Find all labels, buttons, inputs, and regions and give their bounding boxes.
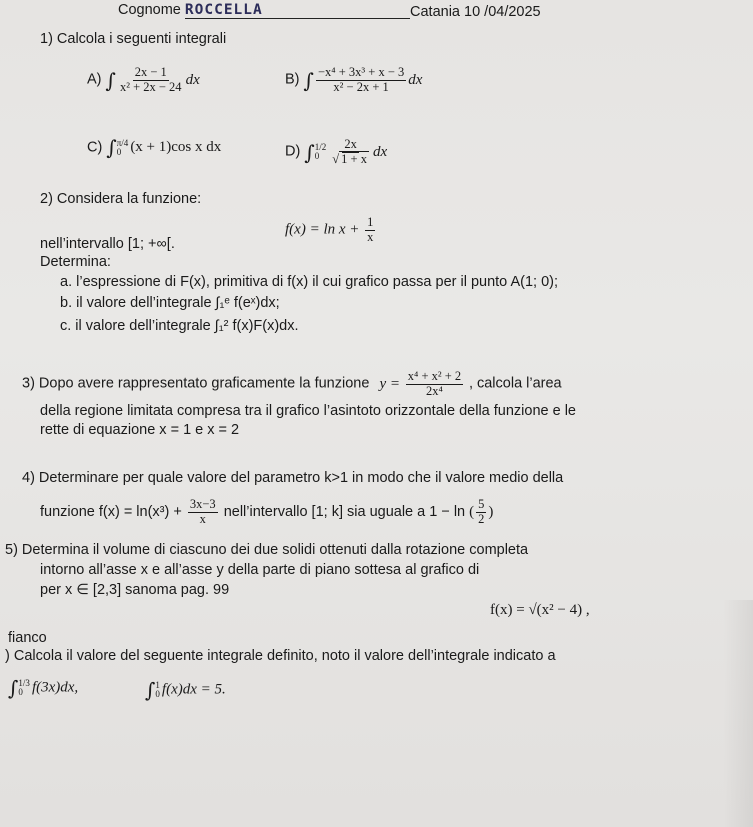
fraction-denominator: 1 + x [341,151,367,166]
exercise2-c: c. il valore dell’integrale ∫₁² f(x)F(x)dx. [60,318,299,334]
exercise4-line1: 4) Determinare per quale valore del parametro k>1 in modo che il valore medio della [22,470,564,486]
fraction-numerator: −x⁴ + 3x³ + x − 3 [317,65,405,79]
exercise2-determine: Determina: [40,254,111,270]
exercise5-line3: per x ∈ [2,3] sanoma pag. 99 [40,582,230,598]
exercise5-line1: 5) Determina il volume di ciascuno dei due solidi ottenuti dalla rotazione completa [5,542,529,558]
exercise2-interval: nell’intervallo [1; +∞[. [40,236,175,252]
differential: dx [372,143,388,160]
exercise4-line2: funzione f(x) = ln(x³) + $\frac{3x-3}{x}$ nell’intervallo [1; k] sia uguale a 1 − ln ( $\frac{5}{2}$ ) [40,497,494,526]
fraction-denominator: 2 [478,511,485,526]
fraction-numerator: 2x − 1 [134,65,167,79]
integrand: f(x)dx = 5. [161,681,226,698]
integrand: f(3x)dx, [31,679,79,696]
integral-sign: ∫ [304,140,315,165]
fraction-denominator: x [199,511,206,526]
header-surname [118,2,410,19]
exercise2-function [285,216,377,245]
upper-limit: 1/3 [18,678,30,688]
integral-sign: ∫ [105,68,116,93]
exercise3-line1 [22,370,562,399]
function-lhs: f(x) = ln x + [285,221,360,238]
integral-sign: ∫ [145,678,156,702]
exercise5-fianco: fianco [8,630,47,646]
exercise6-integral2 [145,678,226,702]
text: nell’intervallo [1; k] sia uguale a 1 − ln [223,504,466,521]
paper-edge-shadow [723,600,753,827]
item-label: A) [87,71,102,88]
text: funzione f(x) = ln(x³) + [40,504,182,521]
exercise1-title: 1) Calcola i seguenti integrali [40,31,227,47]
fraction-numerator: x⁴ + x² + 2 [407,369,462,383]
exercise6-integral1 [8,676,78,700]
exercise1-d: D) ∫ 1/2 0 $\frac{2x}{√ 1 + x}$ dx [285,137,388,166]
exercise1-c [87,136,221,160]
lower-limit: 0 [18,687,23,697]
lower-limit: 0 [314,151,320,162]
exercise3-line2: della regione limitata compresa tra il grafico l’asintoto orizzontale della funzione e le [40,403,576,419]
exercise5-function: f(x) = √(x² − 4) , [490,602,590,618]
surname-value: ROCCELLA [184,2,263,18]
lower-limit: 0 [116,147,122,157]
city-date: Catania 10 /04/2025 [410,4,541,20]
fraction-numerator: 2x [344,137,357,151]
fraction-numerator: 3x−3 [189,497,216,511]
lower-limit: 0 [155,689,160,699]
exercise2-a: a. l’espressione di F(x), primitiva di f(x) il cui grafico passa per il punto A(1; 0); [60,274,559,290]
fraction-denominator: x [367,229,374,244]
integral-sign: ∫ [303,68,314,93]
exercise2-b: b. il valore dell’integrale ∫₁ᵉ f(eˣ)dx; [60,295,280,311]
differential: dx [185,71,200,88]
fraction-denominator: x² + 2x − 24 [119,79,182,94]
integrand: (x + 1)cos x dx [130,139,222,156]
upper-limit: π/4 [116,138,129,148]
exercise2-title: 2) Considera la funzione: [40,191,202,207]
upper-limit: 1 [155,680,160,690]
differential: dx [408,71,423,88]
fraction-numerator: 5 [478,497,485,511]
exercise1-a [87,66,200,95]
fraction-denominator: x² − 2x + 1 [333,79,389,94]
integral-sign: ∫ [8,676,19,700]
upper-limit: 1/2 [314,142,327,153]
surname-field [185,2,410,19]
exercise6-line1 [5,618,725,664]
fraction-numerator: 1 [367,215,374,229]
item-label: C) [87,139,103,156]
item-label: D) [285,143,301,160]
integral-sign: ∫ [106,136,117,160]
text: 3) Dopo avere rappresentato graficamente la funzione [22,375,370,392]
fraction-denominator: 2x⁴ [426,383,443,398]
y-equals: y = [379,375,400,392]
text: , calcola l’area [468,375,562,392]
exercise5-line2: intorno all’asse x e all’asse y della parte di piano sottesa al grafico di [40,562,480,578]
exercise1-b [285,66,422,95]
surname-label: Cognome [118,2,181,18]
item-label: B) [285,71,300,88]
exercise3-line3: rette di equazione x = 1 e x = 2 [40,422,240,438]
text: ) Calcola il valore del seguente integrale definito, noto il valore dell’integrale indicato a [5,648,556,664]
